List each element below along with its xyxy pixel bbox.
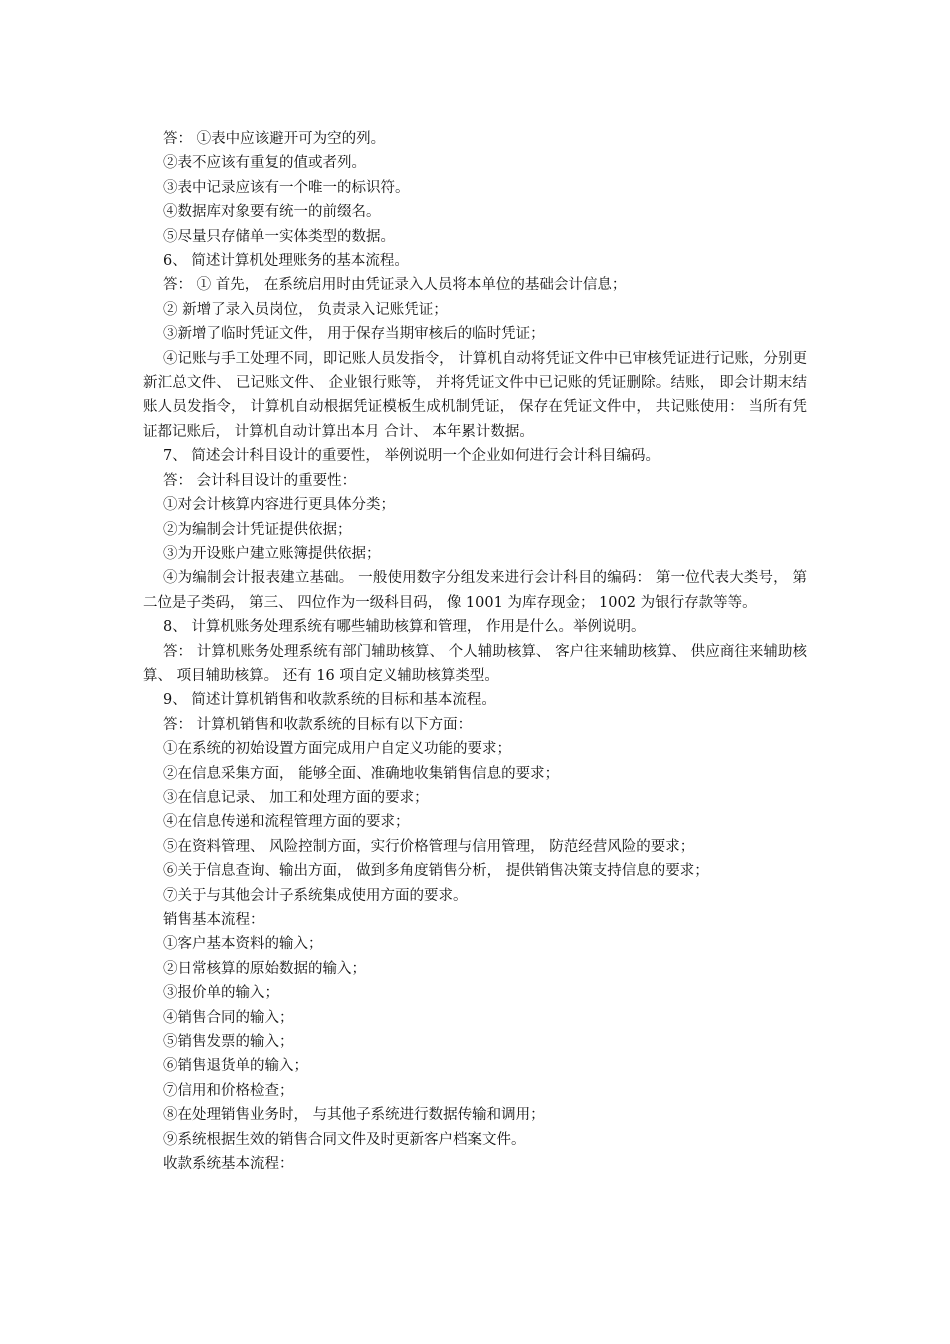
text-line: ⑦关于与其他会计子系统集成使用方面的要求。 xyxy=(163,887,468,904)
text-line: 8、 计算机账务处理系统有哪些辅助核算和管理， 作用是什么。举例说明。 xyxy=(163,619,646,636)
text-line: ⑤尽量只存储单一实体类型的数据。 xyxy=(163,228,395,245)
paragraph: 答： 计算机账务处理系统有部门辅助核算、 个人辅助核算、 客户往来辅助核算、 供应商往来辅助核算、 项目辅助核算。 还有 16 项自定义辅助核算类型。 xyxy=(143,643,807,684)
text-line: 收款系统基本流程： xyxy=(163,1156,294,1173)
paragraph: ④记账与手工处理不同，即记账人员发指令， 计算机自动将凭证文件中已审核凭证进行记账，分别更新汇总文件、 已记账文件、 企业银行账等， 并将凭证文件中已记账的凭证删除。结账， 即会计期末结账人员发指令， 计算机自动根据凭证模板生成机制凭证， 保存在凭证文件中， 共记账使用： 当所有凭证都记账后， 计算机自动计算出本月 合计、 本年累计数据。 xyxy=(143,350,807,440)
text-line: ④销售合同的输入； xyxy=(163,1009,294,1026)
paragraph: ④为编制会计报表建立基础。 一般使用数字分组发来进行会计科目的编码： 第一位代表大类号， 第二位是子类码， 第三、 四位作为一级科目码， 像 1001 为库存现金； 1002 为银行存款等等。 xyxy=(143,570,807,611)
text-line: ⑧在处理销售业务时， 与其他子系统进行数据传输和调用； xyxy=(163,1107,545,1124)
text-line: 9、 简述计算机销售和收款系统的目标和基本流程。 xyxy=(163,692,496,709)
text-line: ②为编制会计凭证提供依据； xyxy=(163,521,352,538)
text-line: 答： ① 首先， 在系统启用时由凭证录入人员将本单位的基础会计信息； xyxy=(163,277,627,294)
text-line: ⑦信用和价格检查； xyxy=(163,1082,294,1099)
text-line: ③新增了临时凭证文件， 用于保存当期审核后的临时凭证； xyxy=(163,326,545,343)
text-line: ④数据库对象要有统一的前缀名。 xyxy=(163,204,381,221)
text-line: ⑥销售退货单的输入； xyxy=(163,1058,308,1075)
text-line: 答： 会计科目设计的重要性： xyxy=(163,472,357,489)
text-line: ③表中记录应该有一个唯一的标识符。 xyxy=(163,179,410,196)
text-line: ②日常核算的原始数据的输入； xyxy=(163,960,366,977)
text-line: ①对会计核算内容进行更具体分类； xyxy=(163,497,395,514)
text-line: ⑨系统根据生效的销售合同文件及时更新客户档案文件。 xyxy=(163,1131,526,1148)
text-line: ③在信息记录、 加工和处理方面的要求； xyxy=(163,789,429,806)
text-line: 答： ①表中应该避开可为空的列。 xyxy=(163,131,386,147)
text-line: ④在信息传递和流程管理方面的要求； xyxy=(163,814,410,831)
text-line: 7、 简述会计科目设计的重要性， 举例说明一个企业如何进行会计科目编码。 xyxy=(163,448,660,465)
document-body xyxy=(143,127,807,1176)
text-line: ⑥关于信息查询、输出方面， 做到多角度销售分析， 提供销售决策支持信息的要求； xyxy=(163,863,709,880)
text-line: 6、 简述计算机处理账务的基本流程。 xyxy=(163,253,409,270)
text-line: ② 新增了录入员岗位， 负责录入记账凭证； xyxy=(163,301,448,318)
text-line: ③为开设账户建立账簿提供依据； xyxy=(163,545,381,562)
text-line: ②表不应该有重复的值或者列。 xyxy=(163,155,366,172)
text-line: ⑤在资料管理、 风险控制方面，实行价格管理与信用管理， 防范经营风险的要求； xyxy=(163,838,695,855)
text-line: ②在信息采集方面， 能够全面、准确地收集销售信息的要求； xyxy=(163,765,560,782)
text-line: ①在系统的初始设置方面完成用户自定义功能的要求； xyxy=(163,741,511,758)
text-line: ③报价单的输入； xyxy=(163,985,279,1002)
text-line: ⑤销售发票的输入； xyxy=(163,1034,294,1051)
text-line: 答： 计算机销售和收款系统的目标有以下方面： xyxy=(163,716,473,733)
text-line: ①客户基本资料的输入； xyxy=(163,936,323,953)
text-line: 销售基本流程： xyxy=(163,912,265,928)
